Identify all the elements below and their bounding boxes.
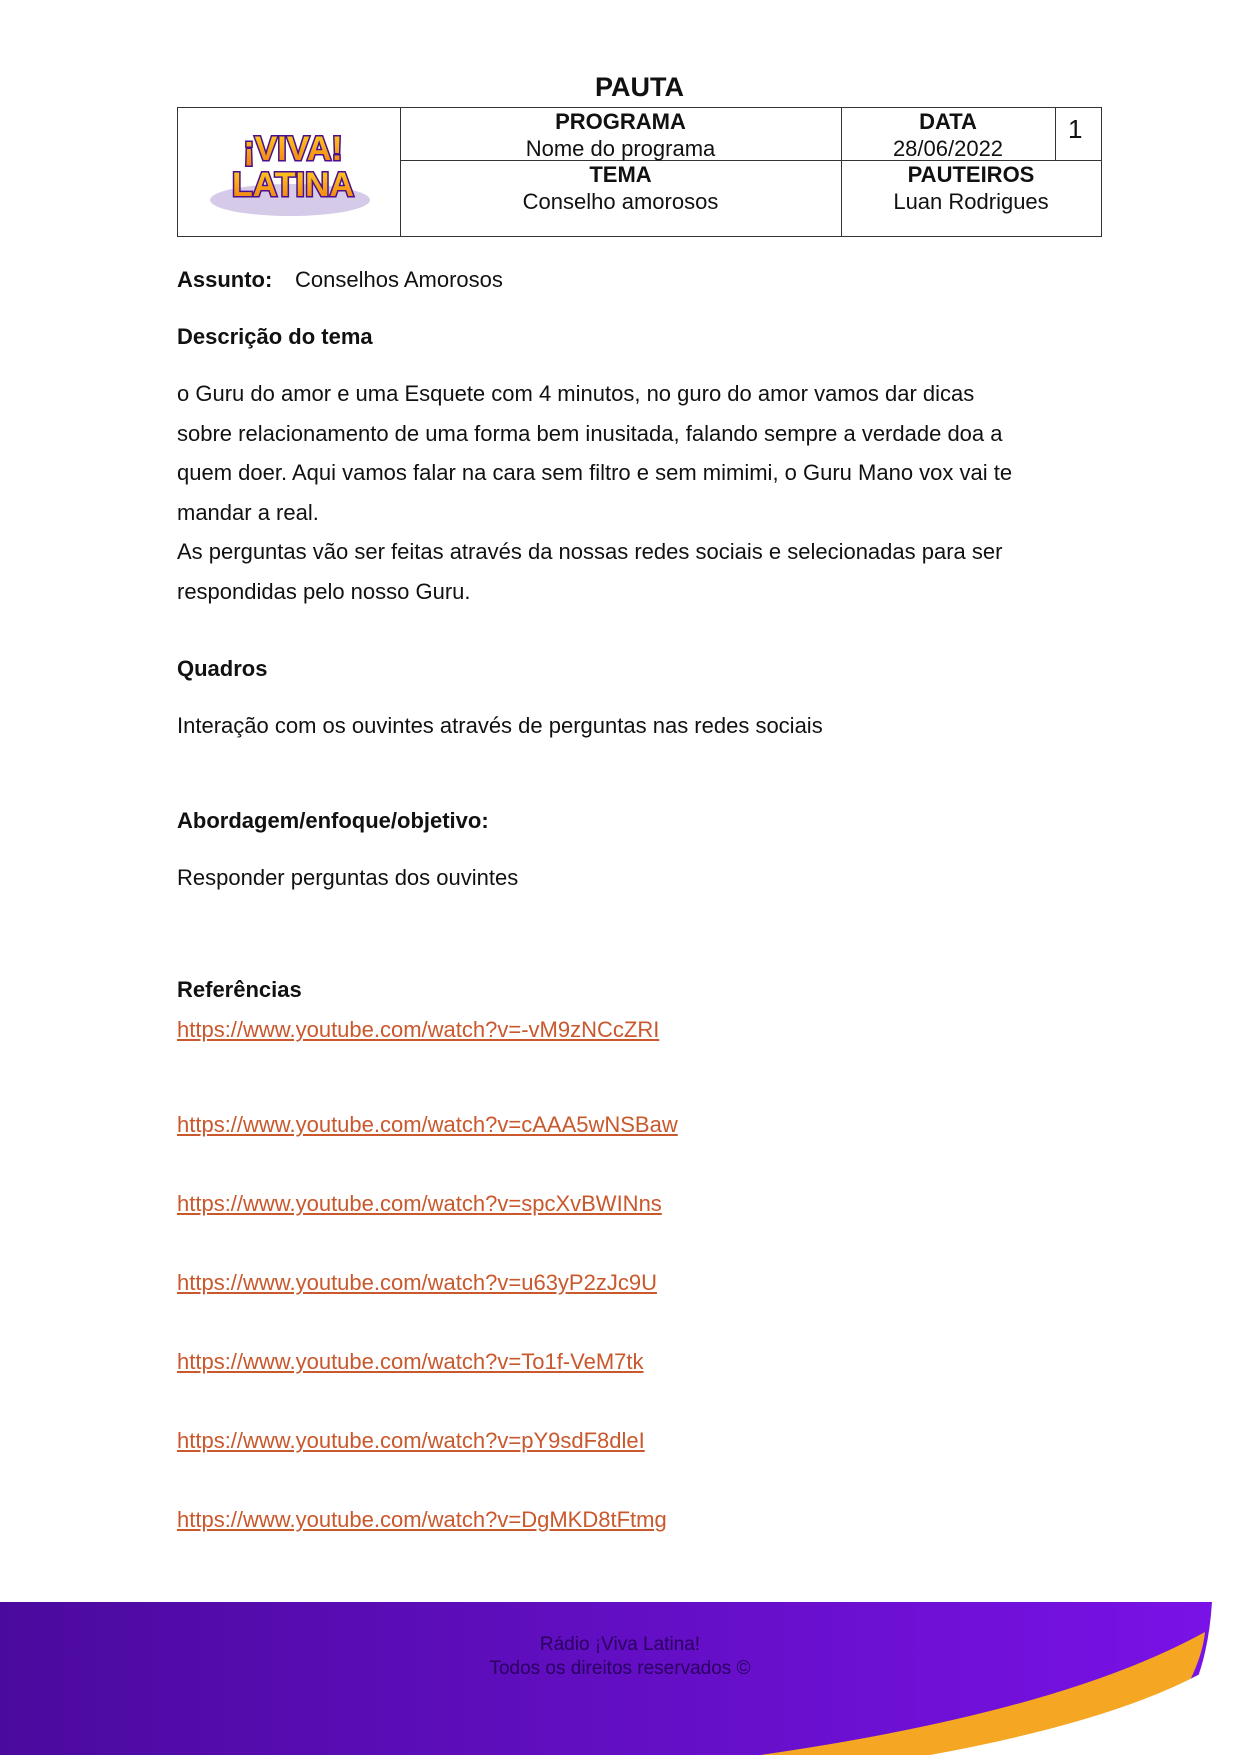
footer-banner xyxy=(0,1602,1240,1755)
footer-line-1: Rádio ¡Viva Latina! xyxy=(539,1634,701,1655)
descricao-heading: Descrição do tema xyxy=(177,324,373,349)
programa-label: PROGRAMA xyxy=(555,109,686,134)
svg-text:¡VIVA!: ¡VIVA! xyxy=(243,130,343,168)
pauteiros-cell xyxy=(841,161,1101,215)
tema-label: TEMA xyxy=(589,162,652,187)
reference-link[interactable]: https://www.youtube.com/watch?v=To1f-VeM7tk xyxy=(177,1349,644,1374)
pauteiros-value: Luan Rodrigues xyxy=(893,189,1049,214)
header-table xyxy=(177,107,1102,237)
quadros-heading: Quadros xyxy=(177,656,268,681)
descricao-line: sobre relacionamento de uma forma bem inusitada, falando sempre a verdade doa a xyxy=(177,420,1003,446)
data-label: DATA xyxy=(919,109,977,134)
descricao-text xyxy=(177,374,1077,611)
pauteiros-label: PAUTEIROS xyxy=(907,162,1035,187)
reference-link[interactable]: https://www.youtube.com/watch?v=DgMKD8tFtmg xyxy=(177,1507,667,1532)
descricao-line: mandar a real. xyxy=(177,499,319,525)
tema-value: Conselho amorosos xyxy=(522,189,719,214)
page-title: PAUTA xyxy=(595,72,684,102)
descricao-line: o Guru do amor e uma Esquete com 4 minutos, no guro do amor vamos dar dicas xyxy=(177,381,975,406)
logo xyxy=(178,108,400,236)
descricao-line: respondidas pelo nosso Guru. xyxy=(177,578,471,604)
data-value: 28/06/2022 xyxy=(892,136,1004,161)
descricao-line: As perguntas vão ser feitas através da nossas redes sociais e selecionadas para ser xyxy=(177,539,1003,564)
page-number: 1 xyxy=(1068,114,1083,144)
abordagem-text: Responder perguntas dos ouvintes xyxy=(177,865,519,890)
quadros-text: Interação com os ouvintes através de perguntas nas redes sociais xyxy=(177,713,823,738)
reference-link[interactable]: https://www.youtube.com/watch?v=cAAA5wNSBaw xyxy=(177,1112,678,1137)
descricao-line: quem doer. Aqui vamos falar na cara sem filtro e sem mimimi, o Guru Mano vox vai te xyxy=(177,460,1013,485)
reference-link[interactable]: https://www.youtube.com/watch?v=u63yP2zJc9U xyxy=(177,1270,657,1295)
assunto-value: Conselhos Amorosos xyxy=(295,267,503,292)
data-cell xyxy=(841,108,1055,162)
referencias-heading: Referências xyxy=(177,977,302,1002)
programa-value: Nome do programa xyxy=(525,136,716,161)
reference-link[interactable]: https://www.youtube.com/watch?v=-vM9zNCcZRI xyxy=(177,1017,660,1042)
footer-line-2: Todos os direitos reservados © xyxy=(489,1658,751,1679)
programa-cell xyxy=(400,108,841,162)
tema-cell xyxy=(400,161,841,215)
abordagem-heading: Abordagem/enfoque/objetivo: xyxy=(177,808,489,833)
svg-text:LATINA: LATINA xyxy=(231,166,355,204)
assunto-label: Assunto: xyxy=(177,267,273,292)
reference-link[interactable]: https://www.youtube.com/watch?v=spcXvBWINns xyxy=(177,1191,662,1216)
reference-link[interactable]: https://www.youtube.com/watch?v=pY9sdF8dleI xyxy=(177,1428,645,1453)
